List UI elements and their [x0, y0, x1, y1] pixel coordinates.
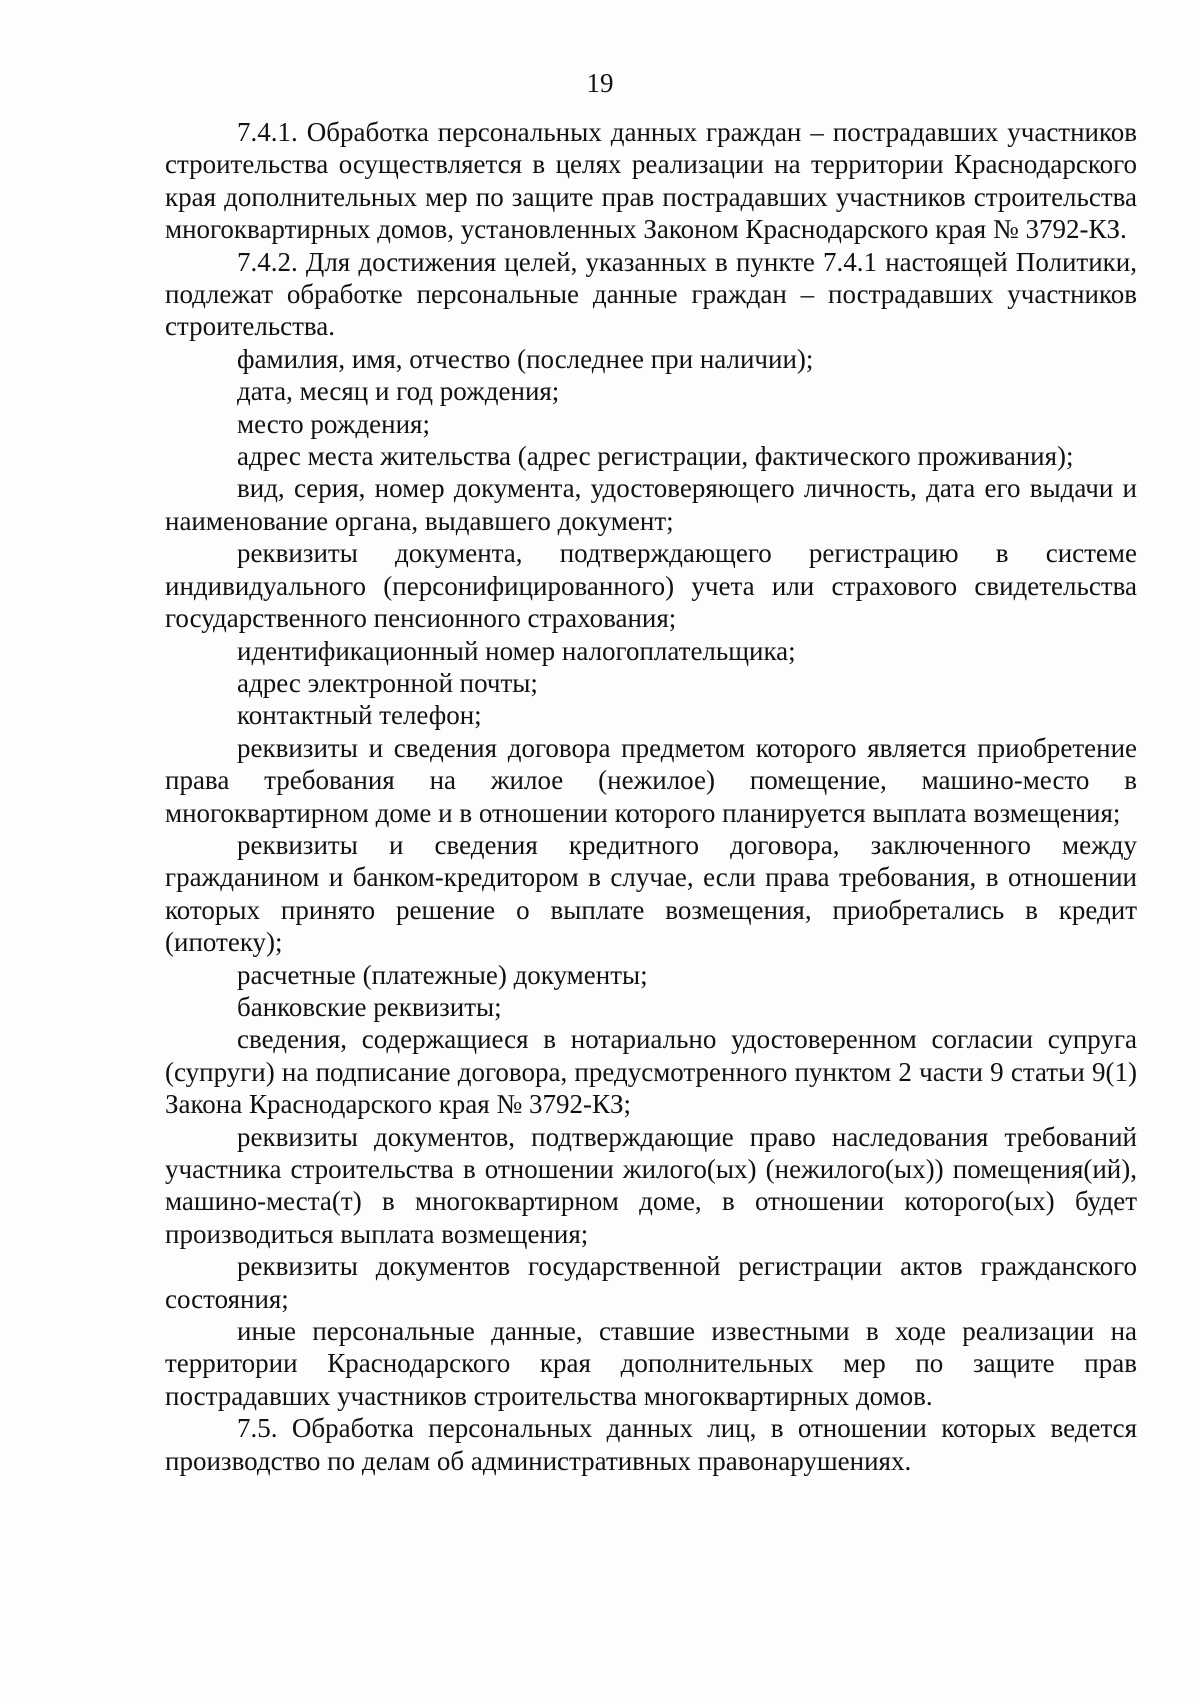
- list-item-other-data: иные персональные данные, ставшие известными в ходе реализации на территории Краснодарского края дополнительных мер по защите прав пострадавших участников строительства многоквартирных домов.: [165, 1316, 1137, 1411]
- list-item-identity-document: вид, серия, номер документа, удостоверяющего личность, дата его выдачи и наименование органа, выдавшего документ;: [165, 473, 1137, 536]
- list-item-address: адрес места жительства (адрес регистрации, фактического проживания);: [237, 441, 1074, 472]
- paragraph-7-4-2: 7.4.2. Для достижения целей, указанных в пункте 7.4.1 настоящей Политики, подлежат обработке персональные данные граждан – пострадавших участников строительства.: [165, 246, 1137, 342]
- list-item-email: адрес электронной почты;: [237, 667, 538, 698]
- list-item-tax-number: идентификационный номер налогоплательщика;: [237, 635, 796, 666]
- list-item-phone: контактный телефон;: [237, 700, 482, 731]
- list-item-credit-contract: реквизиты и сведения кредитного договора, заключенного между гражданином и банком-кредитором в случае, если права требования, в отношении которых принято решение о выплате возмещения, приобретались в кредит (ипотеку);: [165, 829, 1137, 958]
- page-number: 19: [586, 68, 614, 98]
- paragraph-7-5: 7.5. Обработка персональных данных лиц, в отношении которых ведется производство по делам об административных правонарушениях.: [165, 1413, 1137, 1476]
- list-item-payment-documents: расчетные (платежные) документы;: [237, 959, 648, 990]
- list-item-contract-details: реквизиты и сведения договора предметом которого является приобретение права требования на жилое (нежилое) помещение, машино-место в многоквартирном доме и в отношении которого планируется выплата возмещения;: [165, 732, 1137, 828]
- document-body: [165, 116, 1137, 1477]
- list-item-birth-place: место рождения;: [237, 408, 430, 439]
- list-item-inheritance-documents: реквизиты документов, подтверждающие право наследования требований участника строительства в отношении жилого(ых) (нежилого(ых)) помещения(ий), машино-места(т) в многоквартирном доме, в отношении которого(ых) будет производиться выплата возмещения;: [165, 1121, 1137, 1249]
- list-item-birth-date: дата, месяц и год рождения;: [237, 376, 560, 407]
- list-item-spouse-consent: сведения, содержащиеся в нотариально удостоверенном согласии супруга (супруги) на подписание договора, предусмотренного пунктом 2 части 9 статьи 9(1) Закона Краснодарского края № 3792-КЗ;: [165, 1024, 1137, 1120]
- paragraph-7-4-1: 7.4.1. Обработка персональных данных граждан – пострадавших участников строительства осуществляется в целях реализации на территории Краснодарского края дополнительных мер по защите прав пострадавших участников строительства многоквартирных домов, установленных Законом Краснодарского края № 3792-КЗ.: [165, 117, 1137, 245]
- list-item-full-name: фамилия, имя, отчество (последнее при наличии);: [237, 343, 814, 374]
- list-item-bank-details: банковские реквизиты;: [237, 991, 502, 1022]
- list-item-pension-registration: реквизиты документа, подтверждающего регистрацию в системе индивидуального (персонифицированного) учета или страхового свидетельства государственного пенсионного страхования;: [165, 538, 1137, 634]
- list-item-civil-registration: реквизиты документов государственной регистрации актов гражданского состояния;: [165, 1251, 1137, 1314]
